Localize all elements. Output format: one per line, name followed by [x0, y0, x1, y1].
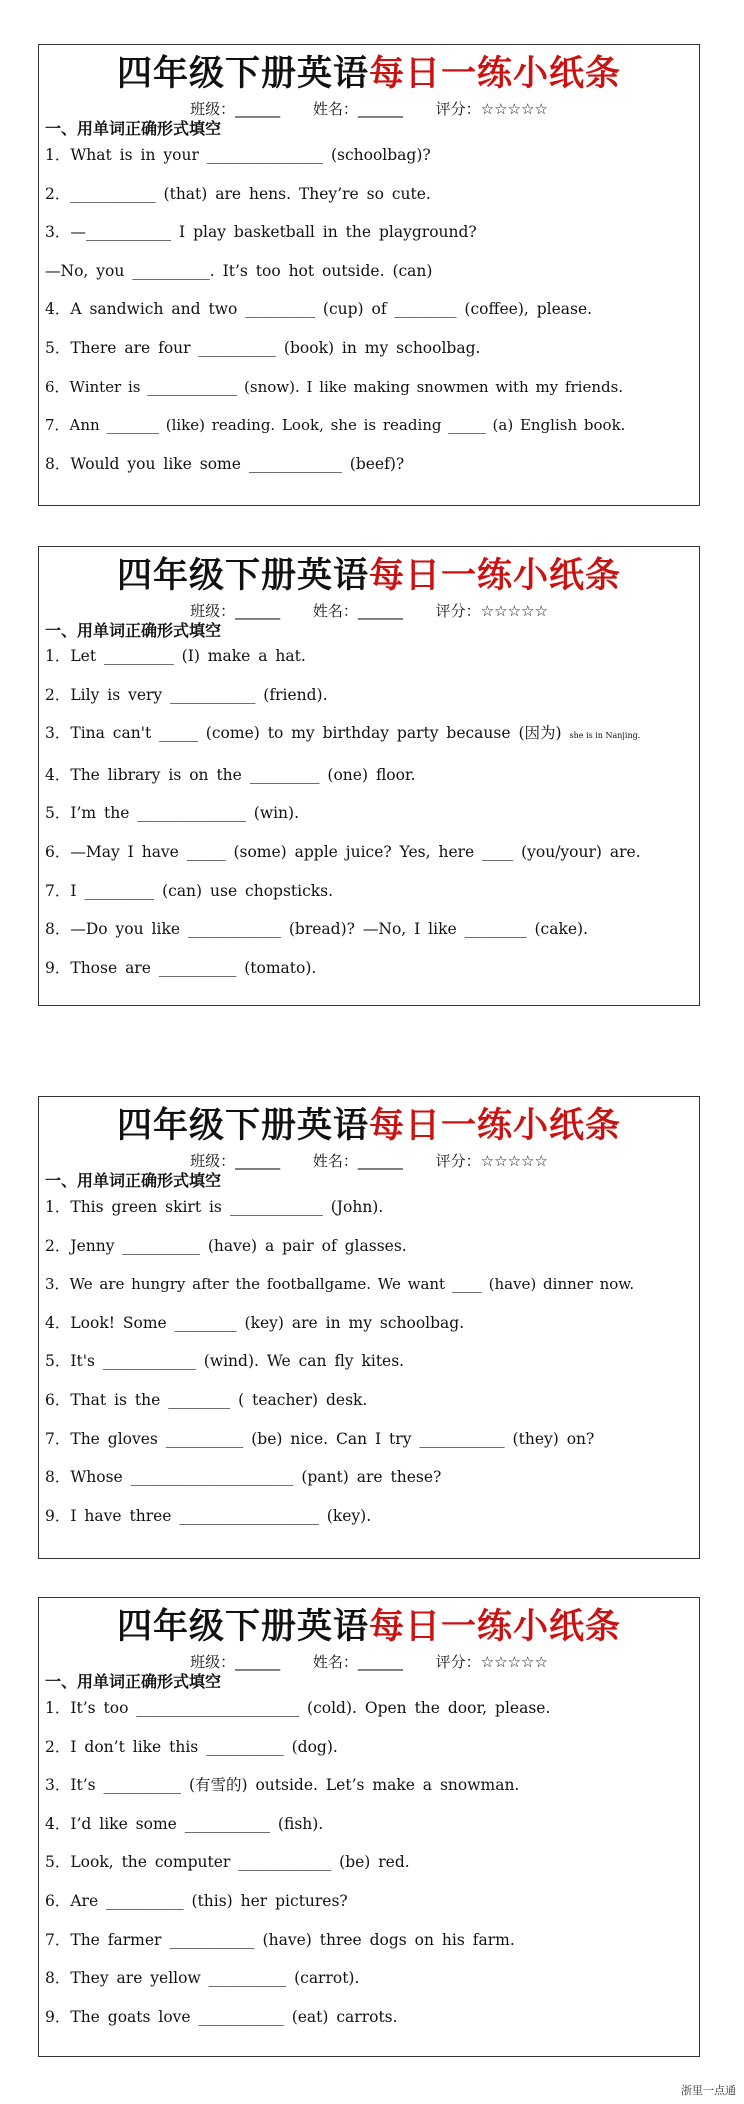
worksheet-title: 四年级下册英语每日一练小纸条: [116, 1607, 622, 1647]
worksheet-card-2: [38, 546, 700, 1006]
question: 1．This green skirt is ____________ (John).: [45, 1198, 384, 1216]
score-field: 评分：☆☆☆☆☆: [435, 100, 548, 118]
question: 5．I’m the ______________ (win).: [45, 804, 300, 823]
question: 4．A sandwich and two _________ (cup) of ________ (coffee), please.: [45, 300, 593, 319]
question: 8．—Do you like ____________ (bread)? —No, I like ________ (cake).: [45, 920, 589, 939]
footer-watermark: 浙里一点通: [681, 2084, 736, 2097]
question: 2．I don’t like this __________ (dog).: [45, 1737, 338, 1756]
question: 3．Tina can't _____ (come) to my birthday party because (因为) she is in Nanjing.: [45, 724, 641, 743]
question: 1．It’s too _____________________ (cold). Open the door, please.: [45, 1699, 551, 1717]
question: 5．There are four __________ (book) in my schoolbag.: [45, 338, 481, 357]
question: 2．Lily is very ___________ (friend).: [45, 685, 328, 704]
name-field: 姓名：______: [312, 100, 403, 118]
class-field: 班级：______: [190, 1152, 281, 1170]
worksheet-title: 四年级下册英语每日一练小纸条: [116, 1106, 622, 1146]
question: 7．I _________ (can) use chopsticks.: [45, 881, 334, 900]
class-field: 班级：______: [190, 602, 281, 620]
class-field: 班级：______: [190, 1653, 281, 1671]
question: 5．Look, the computer ____________ (be) red.: [45, 1853, 410, 1872]
question: 6．—May I have _____ (some) apple juice? Yes, here ____ (you/your) are.: [45, 842, 641, 861]
question: 4．The library is on the _________ (one) floor.: [45, 765, 416, 784]
student-info-row: [39, 1151, 699, 1171]
question: 8．Whose _____________________ (pant) are these?: [45, 1468, 442, 1487]
section-title: 一、用单词正确形式填空: [45, 1171, 222, 1190]
worksheet-title: 四年级下册英语每日一练小纸条: [116, 556, 622, 596]
question: 1．What is in your _______________ (schoolbag)?: [45, 146, 431, 164]
worksheet-card-1: [38, 44, 700, 506]
question: 2．Jenny __________ (have) a pair of glasses.: [45, 1236, 407, 1255]
worksheet-title: 四年级下册英语每日一练小纸条: [116, 54, 622, 94]
section-title: 一、用单词正确形式填空: [45, 1672, 222, 1691]
question: 8．They are yellow __________ (carrot).: [45, 1969, 360, 1988]
question: 9．Those are __________ (tomato).: [45, 958, 317, 977]
question: 3．We are hungry after the footballgame. We want ____ (have) dinner now.: [45, 1275, 635, 1294]
student-info-row: [39, 601, 699, 621]
question: 6．Are __________ (this) her pictures?: [45, 1891, 348, 1910]
question: 3．—___________ I play basketball in the playground?: [45, 223, 477, 242]
section-title: 一、用单词正确形式填空: [45, 119, 222, 138]
question: 7．The gloves __________ (be) nice. Can I try ___________ (they) on?: [45, 1429, 595, 1448]
name-field: 姓名：______: [312, 1152, 403, 1170]
name-field: 姓名：______: [312, 602, 403, 620]
score-field: 评分：☆☆☆☆☆: [435, 602, 548, 620]
question: —No, you __________. It’s too hot outside. (can): [45, 261, 433, 280]
student-info-row: [39, 99, 699, 119]
student-info-row: [39, 1652, 699, 1672]
question: 2．___________ (that) are hens. They’re so cute.: [45, 184, 431, 203]
name-field: 姓名：______: [312, 1653, 403, 1671]
question: 5．It's ____________ (wind). We can fly kites.: [45, 1352, 405, 1371]
question: 7．Ann _______ (like) reading. Look, she is reading _____ (a) English book.: [45, 416, 626, 435]
question: 9．I have three __________________ (key).: [45, 1506, 372, 1525]
question: 1．Let _________ (I) make a hat.: [45, 647, 306, 665]
question: 4．I’d like some ___________ (fish).: [45, 1814, 324, 1833]
question: 6．Winter is ____________ (snow). I like making snowmen with my friends.: [45, 377, 624, 396]
worksheet-card-3: [38, 1096, 700, 1559]
class-field: 班级：______: [190, 100, 281, 118]
question: 6．That is the ________ ( teacher) desk.: [45, 1390, 368, 1409]
score-field: 评分：☆☆☆☆☆: [435, 1653, 548, 1671]
question: 8．Would you like some ____________ (beef)?: [45, 454, 405, 473]
question: 9．The goats love ___________ (eat) carrots.: [45, 2007, 398, 2026]
question: 4．Look! Some ________ (key) are in my schoolbag.: [45, 1313, 465, 1332]
worksheet-card-4: [38, 1597, 700, 2057]
question: 3．It’s __________ (有雪的) outside. Let’s make a snowman.: [45, 1776, 520, 1795]
section-title: 一、用单词正确形式填空: [45, 621, 222, 640]
score-field: 评分：☆☆☆☆☆: [435, 1152, 548, 1170]
question: 7．The farmer ___________ (have) three dogs on his farm.: [45, 1930, 515, 1949]
